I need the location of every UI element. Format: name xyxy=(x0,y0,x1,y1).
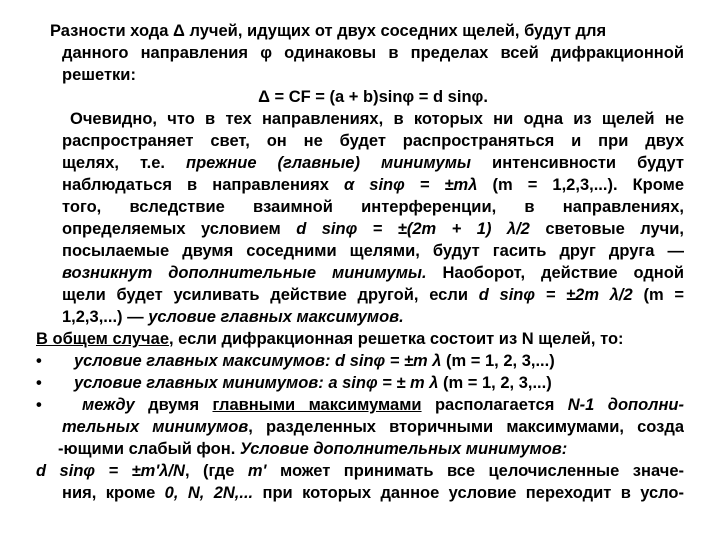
path-difference-formula: Δ = CF = (a + b)sinφ = d sinφ. xyxy=(258,88,488,106)
bullet-2-text: условие главных минимумов: a sinφ = ± m λ (m = 1, 2, 3,...) xyxy=(74,374,552,392)
paragraph-2-line-7: посылаемые двумя соседними щелями, будут гасить друг друга — xyxy=(62,242,684,260)
bullet-icon: • xyxy=(36,396,42,414)
additional-minima-condition-term: Условие дополнительных минимумов: xyxy=(239,440,568,458)
paragraph-2-line-9: щели будет усиливать действие другой, если d sinφ = ±2m λ/2 (m = xyxy=(62,286,684,304)
final-line-2: ния, кроме 0, N, 2N,... при которых данное условие переходит в усло- xyxy=(62,484,684,502)
bullet-1-text: условие главных максимумов: d sinφ = ±m λ (m = 1, 2, 3,...) xyxy=(74,352,555,370)
bullet-3-line-3: -ющими слабый фон. Условие дополнительных минимумов: xyxy=(58,440,568,458)
final-line-1: d sinφ = ±m'λ/N, (где m' может принимать все целочисленные значе- xyxy=(36,462,684,480)
paragraph-1-line-2: данного направления φ одинаковы в пределах всей дифракционной xyxy=(62,44,684,62)
paragraph-2-line-4: наблюдаться в направлениях α sinφ = ±mλ (m = 1,2,3,...). Кроме xyxy=(62,176,684,194)
bullet-3-marker xyxy=(36,394,42,416)
bullet-icon: • xyxy=(36,374,42,392)
bullet-1-marker xyxy=(36,350,42,372)
paragraph-1-line-1: Разности хода Δ лучей, идущих от двух соседних щелей, будут для xyxy=(50,22,607,40)
paragraph-2-line-6: определяемых условием d sinφ = ±(2m + 1) λ/2 световые лучи, xyxy=(62,220,684,238)
paragraph-2-line-2: распространяет свет, он не будет распространяться и при двух xyxy=(62,132,684,150)
general-case-line: В общем случае, если дифракционная решетка состоит из N щелей, то: xyxy=(36,330,624,348)
bullet-icon: • xyxy=(36,352,42,370)
formula-line xyxy=(62,86,684,108)
paragraph-2-line-10: 1,2,3,...) — условие главных максимумов. xyxy=(62,308,404,326)
bullet-2-marker xyxy=(36,372,42,394)
general-case-underlined: В общем случае xyxy=(36,330,169,348)
paragraph-2-line-8: возникнут дополнительные минимумы. Наоборот, действие одной xyxy=(62,264,684,282)
paragraph-1-line-3: решетки: xyxy=(62,66,136,84)
main-maxima-underlined: главными максимумами xyxy=(212,396,422,414)
paragraph-2-line-1: Очевидно, что в тех направлениях, в которых ни одна из щелей не xyxy=(70,110,684,128)
paragraph-2-line-5: того, вследствие взаимной интерференции, в направлениях, xyxy=(62,198,684,216)
bullet-3-line-1: между двумя главными максимумами располагается N-1 дополни- xyxy=(82,396,684,414)
principal-maxima-condition-term: условие главных максимумов. xyxy=(148,308,404,326)
bullet-3-line-2: тельных минимумов, разделенных вторичными максимумами, созда xyxy=(62,418,684,436)
additional-minima-term: возникнут дополнительные минимумы. xyxy=(62,264,427,282)
principal-minima-term: прежние (главные) минимумы xyxy=(186,154,472,172)
paragraph-2-line-3: щелях, т.е. прежние (главные) минимумы интенсивности будут xyxy=(62,154,684,172)
